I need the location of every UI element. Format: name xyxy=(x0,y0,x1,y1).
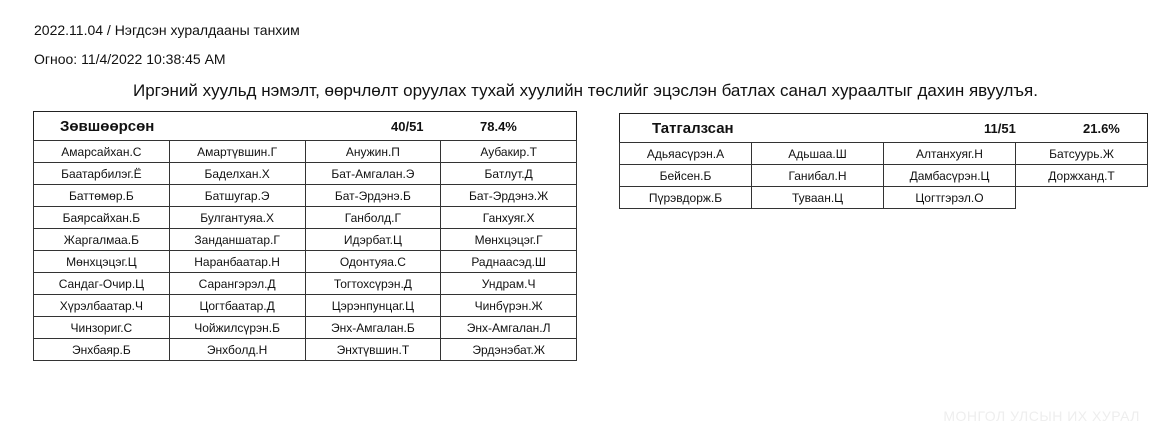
member-name-cell: Раднаасэд.Ш xyxy=(441,251,577,273)
session-date-room: 2022.11.04 / Нэгдсэн хуралдааны танхим xyxy=(34,22,300,38)
table-row xyxy=(34,185,577,207)
table-row xyxy=(34,339,577,361)
member-name-cell: Дамбасүрэн.Ц xyxy=(884,165,1016,187)
approved-header xyxy=(33,111,577,140)
member-name-cell: Пүрэвдорж.Б xyxy=(620,187,752,209)
member-name-cell: Мөнхцэцэг.Ц xyxy=(34,251,170,273)
table-row xyxy=(34,273,577,295)
member-name-cell: Булгантуяа.Х xyxy=(169,207,305,229)
member-name-cell: Чинбүрэн.Ж xyxy=(441,295,577,317)
member-name-cell: Сарангэрэл.Д xyxy=(169,273,305,295)
watermark: МОНГОЛ УЛСЫН ИХ ХУРАЛ xyxy=(943,408,1140,424)
member-name-cell: Амарсайхан.С xyxy=(34,141,170,163)
member-name-cell: Ганболд.Г xyxy=(305,207,441,229)
member-name-cell: Батшугар.Э xyxy=(169,185,305,207)
member-name-cell: Одонтуяа.С xyxy=(305,251,441,273)
member-name-cell: Баттөмөр.Б xyxy=(34,185,170,207)
member-name-cell: Энх-Амгалан.Б xyxy=(305,317,441,339)
member-name-cell: Жаргалмаа.Б xyxy=(34,229,170,251)
rejected-members-table xyxy=(619,142,1148,209)
member-name-cell: Батсуурь.Ж xyxy=(1016,143,1148,165)
member-name-cell: Энхтүвшин.Т xyxy=(305,339,441,361)
member-name-cell: Баатарбилэг.Ё xyxy=(34,163,170,185)
member-name-cell: Амартүвшин.Г xyxy=(169,141,305,163)
rejected-count: 11/51 xyxy=(984,121,1016,136)
member-name-cell: Бат-Эрдэнэ.Ж xyxy=(441,185,577,207)
approved-members-table xyxy=(33,140,577,361)
approved-count: 40/51 xyxy=(391,119,424,134)
rejected-panel xyxy=(619,113,1148,209)
member-name-cell: Аубакир.Т xyxy=(441,141,577,163)
member-name-cell: Сандаг-Очир.Ц xyxy=(34,273,170,295)
table-row xyxy=(34,207,577,229)
table-row xyxy=(34,163,577,185)
member-name-cell: Анужин.П xyxy=(305,141,441,163)
member-name-cell: Баярсайхан.Б xyxy=(34,207,170,229)
member-name-cell: Хүрэлбаатар.Ч xyxy=(34,295,170,317)
member-name-cell: Адьяасүрэн.А xyxy=(620,143,752,165)
approved-label: Зөвшөөрсөн xyxy=(60,118,155,135)
rejected-label: Татгалзсан xyxy=(652,120,734,137)
empty-cell xyxy=(1016,187,1148,209)
member-name-cell: Наранбаатар.Н xyxy=(169,251,305,273)
member-name-cell: Бат-Эрдэнэ.Б xyxy=(305,185,441,207)
member-name-cell: Занданшатар.Г xyxy=(169,229,305,251)
member-name-cell: Цогтгэрэл.О xyxy=(884,187,1016,209)
member-name-cell: Адьшаа.Ш xyxy=(752,143,884,165)
member-name-cell: Ганхуяг.Х xyxy=(441,207,577,229)
member-name-cell: Чойжилсүрэн.Б xyxy=(169,317,305,339)
table-row xyxy=(34,141,577,163)
table-row xyxy=(620,143,1148,165)
table-row xyxy=(34,295,577,317)
member-name-cell: Ганибал.Н xyxy=(752,165,884,187)
member-name-cell: Цогтбаатар.Д xyxy=(169,295,305,317)
table-row xyxy=(34,251,577,273)
member-name-cell: Доржханд.Т xyxy=(1016,165,1148,187)
member-name-cell: Энхболд.Н xyxy=(169,339,305,361)
member-name-cell: Бат-Амгалан.Э xyxy=(305,163,441,185)
member-name-cell: Туваан.Ц xyxy=(752,187,884,209)
vote-timestamp: Огноо: 11/4/2022 10:38:45 AM xyxy=(34,51,226,67)
approved-percent: 78.4% xyxy=(480,119,517,134)
table-row xyxy=(34,317,577,339)
member-name-cell: Идэрбат.Ц xyxy=(305,229,441,251)
member-name-cell: Чинзориг.С xyxy=(34,317,170,339)
approved-panel xyxy=(33,111,577,361)
member-name-cell: Бейсен.Б xyxy=(620,165,752,187)
table-row xyxy=(34,229,577,251)
table-row xyxy=(620,165,1148,187)
member-name-cell: Энх-Амгалан.Л xyxy=(441,317,577,339)
member-name-cell: Энхбаяр.Б xyxy=(34,339,170,361)
rejected-percent: 21.6% xyxy=(1083,121,1120,136)
rejected-header xyxy=(619,113,1148,142)
member-name-cell: Алтанхуяг.Н xyxy=(884,143,1016,165)
motion-title: Иргэний хуульд нэмэлт, өөрчлөлт оруулах тухай хуулийн төслийг эцэслэн батлах санал хураалтыг дахин явуулъя. xyxy=(133,81,1038,100)
member-name-cell: Тогтохсүрэн.Д xyxy=(305,273,441,295)
member-name-cell: Эрдэнэбат.Ж xyxy=(441,339,577,361)
table-row xyxy=(620,187,1148,209)
member-name-cell: Ундрам.Ч xyxy=(441,273,577,295)
member-name-cell: Цэрэнпунцаг.Ц xyxy=(305,295,441,317)
member-name-cell: Мөнхцэцэг.Г xyxy=(441,229,577,251)
member-name-cell: Батлут.Д xyxy=(441,163,577,185)
member-name-cell: Баделхан.Х xyxy=(169,163,305,185)
